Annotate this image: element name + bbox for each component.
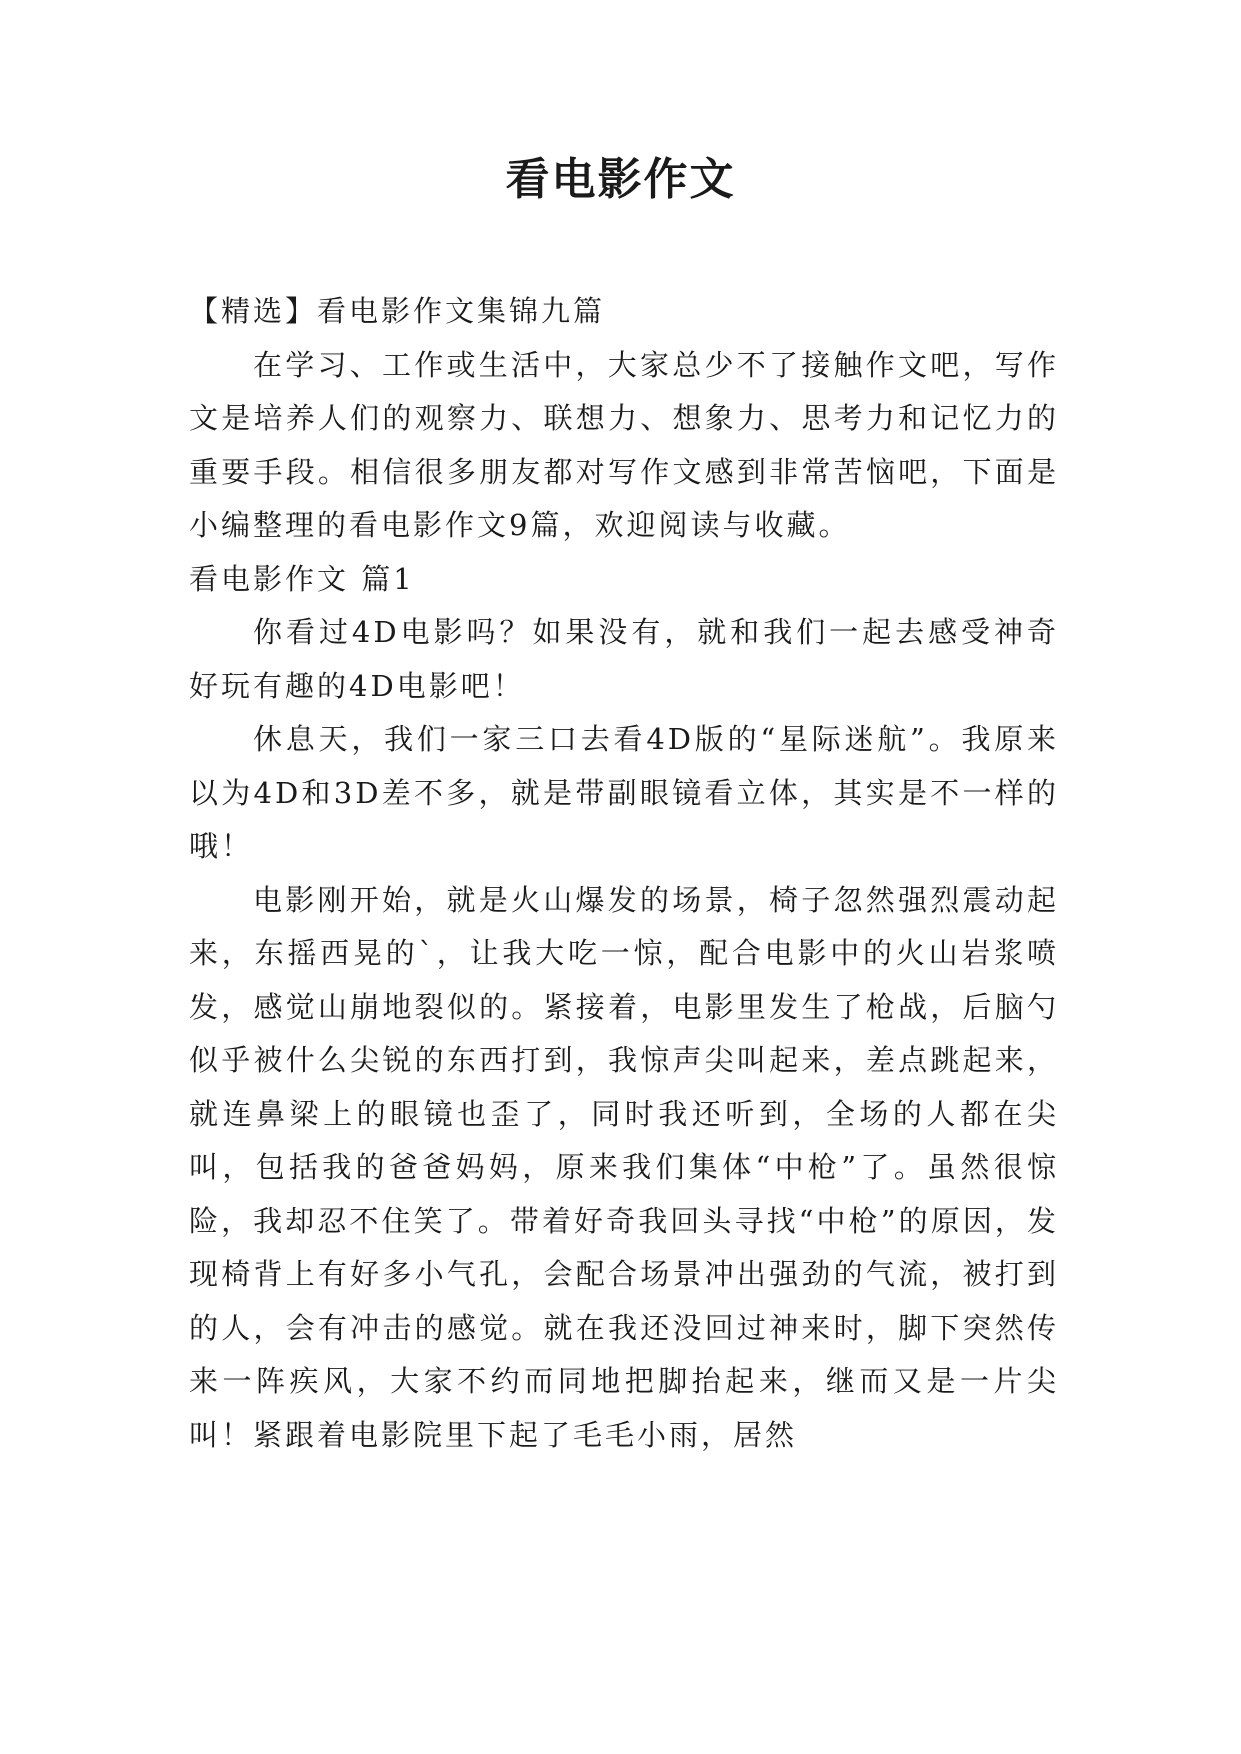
collection-subtitle: 【精选】看电影作文集锦九篇: [189, 294, 606, 328]
document-title: 看电影作文: [505, 154, 736, 205]
document-body: [189, 285, 1059, 1462]
body-paragraph: 你看过4D电影吗？如果没有，就和我们一起去感受神奇好玩有趣的4D电影吧！: [189, 615, 1059, 703]
body-paragraph: 电影刚开始，就是火山爆发的场景，椅子忽然强烈震动起来，东摇西晃的`，让我大吃一惊，配合电影中的火山岩浆喷发，感觉山崩地裂似的。紧接着，电影里发生了枪战，后脑勺似乎被什么尖锐的东西打到，我惊声尖叫起来，差点跳起来，就连鼻梁上的眼镜也歪了，同时我还听到，全场的人都在尖叫，包括我的爸爸妈妈，原来我们集体“中枪”了。虽然很惊险，我却忍不住笑了。带着好奇我回头寻找“中枪”的原因，发现椅背上有好多小气孔，会配合场景冲出强劲的气流，被打到的人，会有冲击的感觉。就在我还没回过神来时，脚下突然传来一阵疾风，大家不约而同地把脚抬起来，继而又是一片尖叫！紧跟着电影院里下起了毛毛小雨，居然: [189, 882, 1059, 1452]
section-heading: 看电影作文 篇1: [189, 561, 415, 596]
body-paragraph: 休息天，我们一家三口去看4D版的“星际迷航”。我原来以为4D和3D差不多，就是带副眼镜看立体，其实是不一样的哦！: [189, 722, 1059, 863]
intro-paragraph: 在学习、工作或生活中，大家总少不了接触作文吧，写作文是培养人们的观察力、联想力、想象力、思考力和记忆力的重要手段。相信很多朋友都对写作文感到非常苦恼吧，下面是小编整理的看电影作文9篇，欢迎阅读与收藏。: [189, 347, 1059, 542]
